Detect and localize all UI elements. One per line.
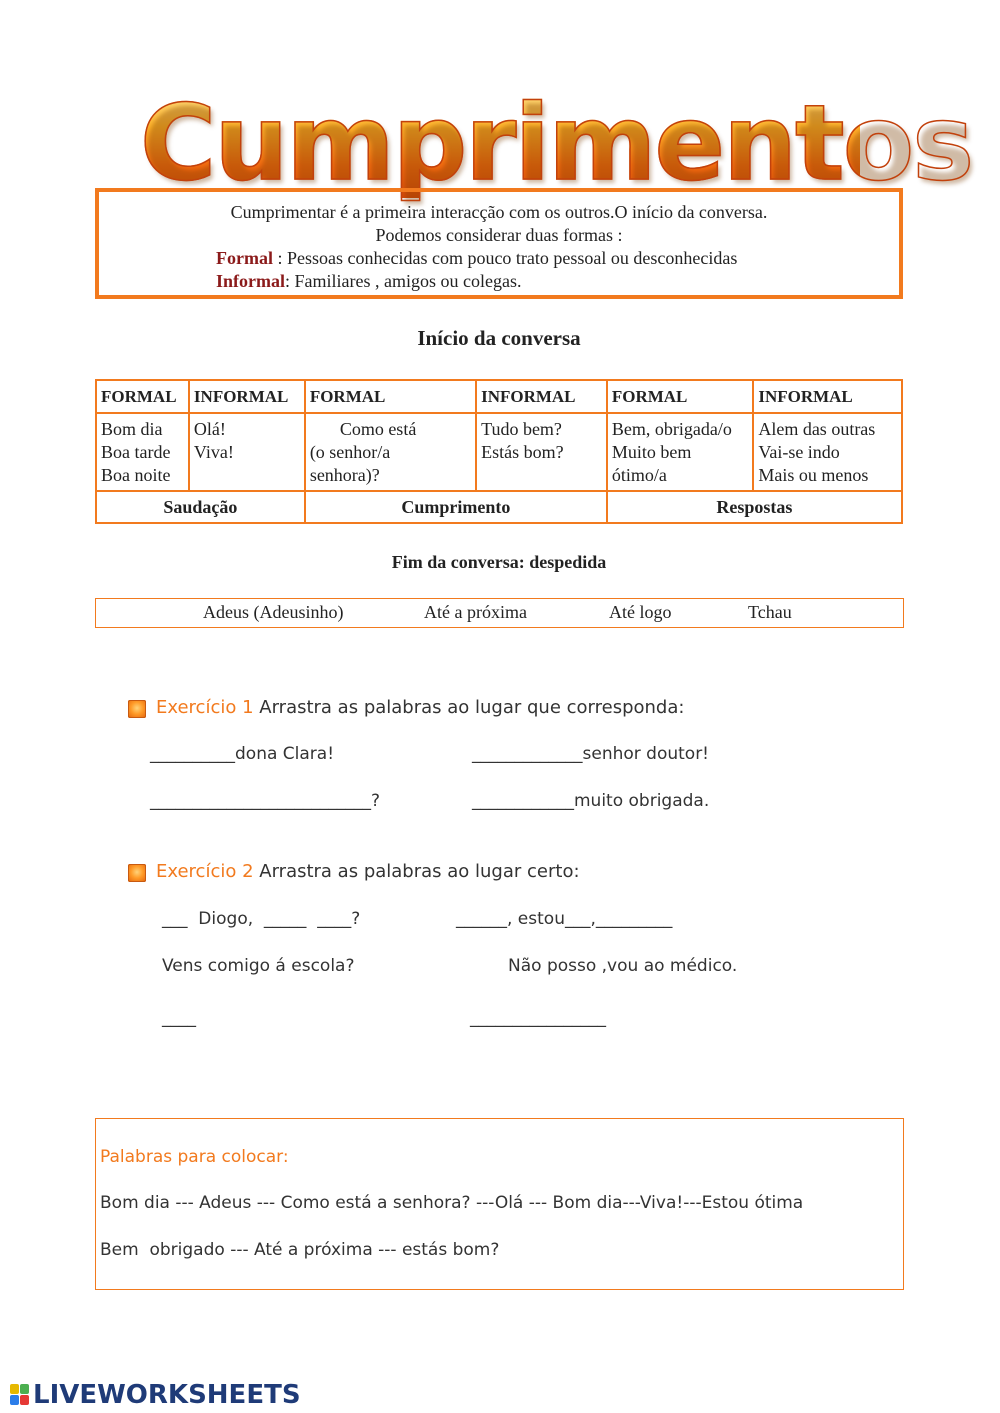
cell-line: Mais ou menos — [758, 465, 869, 485]
words-line-2[interactable]: Bem obrigado --- Até a próxima --- estás bom? — [100, 1240, 500, 1260]
table-header-row — [96, 380, 902, 413]
formal-term: Formal — [216, 248, 273, 268]
square-bullet-icon — [128, 700, 146, 718]
fim-title: Fim da conversa: despedida — [391, 552, 607, 572]
table-header: INFORMAL — [476, 380, 607, 413]
table-cell — [476, 413, 607, 491]
farewell-item: Até a próxima — [424, 602, 527, 622]
exercise1-item-4[interactable]: ____________muito obrigada. — [472, 791, 710, 811]
intro-line-2: Podemos considerar duas formas : — [375, 225, 623, 245]
farewell-item: Até logo — [609, 602, 672, 622]
formal-definition — [99, 247, 899, 270]
exercise1-heading — [156, 697, 684, 718]
cell-line: senhora)? — [309, 465, 380, 485]
exercise2-instruction: Arrastra as palabras ao lugar certo: — [253, 861, 580, 882]
informal-definition — [99, 270, 899, 293]
words-title: Palabras para colocar: — [100, 1147, 289, 1167]
footer-saudacao: Saudação — [96, 491, 305, 523]
footer-brand[interactable]: LIVEWORKSHEETS — [33, 1380, 301, 1410]
farewell-item: Tchau — [748, 602, 792, 622]
table-footer-row — [96, 491, 902, 523]
cell-line: ótimo/a — [611, 465, 667, 485]
cell-line: Como está — [339, 419, 417, 439]
table-cell — [607, 413, 753, 491]
table-row — [96, 413, 902, 491]
cell-line: Bem, obrigada/o — [611, 419, 732, 439]
words-line-1[interactable]: Bom dia --- Adeus --- Como está a senhora? ---Olá --- Bom dia---Viva!---Estou ótima — [100, 1193, 804, 1213]
informal-term: Informal — [216, 271, 285, 291]
informal-def-text: : Familiares , amigos ou colegas. — [285, 271, 522, 291]
cell-line: Boa noite — [101, 465, 171, 485]
table-header: INFORMAL — [753, 380, 902, 413]
cell-line: Alem das outras — [758, 419, 876, 439]
greetings-table — [95, 379, 903, 524]
table-header: INFORMAL — [189, 380, 305, 413]
farewell-item: Adeus (Adeusinho) — [203, 602, 344, 622]
table-cell — [96, 413, 189, 491]
exercise2-item-3: Vens comigo á escola? — [162, 956, 355, 976]
cell-line: Estás bom? — [481, 442, 564, 462]
words-box — [95, 1118, 904, 1290]
exercise2-item-2[interactable]: ______, estou___,_________ — [456, 909, 673, 929]
table-header: FORMAL — [305, 380, 476, 413]
exercise1-item-2[interactable]: _____________senhor doutor! — [472, 744, 709, 764]
exercise1-instruction: Arrastra as palabras ao lugar que corresponda: — [253, 697, 685, 718]
liveworksheets-logo-icon — [10, 1384, 30, 1406]
intro-box — [95, 188, 903, 299]
cell-line: Bom dia — [101, 419, 163, 439]
footer-respostas: Respostas — [607, 491, 902, 523]
exercise2-label: Exercício 2 — [156, 861, 254, 882]
exercise1-label: Exercício 1 — [156, 697, 254, 718]
table-cell — [189, 413, 305, 491]
table-cell — [753, 413, 902, 491]
table-cell — [305, 413, 476, 491]
exercise1-item-1[interactable]: __________dona Clara! — [150, 744, 335, 764]
exercise1-item-3[interactable]: __________________________? — [150, 791, 381, 811]
exercise2-item-6[interactable]: ________________ — [470, 1008, 606, 1028]
cell-line: Muito bem — [611, 442, 692, 462]
cell-line: Vai-se indo — [758, 442, 840, 462]
inicio-title: Início da conversa — [417, 326, 581, 350]
formal-def-text: : Pessoas conhecidas com pouco trato pessoal ou desconhecidas — [272, 248, 738, 268]
cell-line: Tudo bem? — [481, 419, 562, 439]
cell-line: Boa tarde — [101, 442, 171, 462]
cell-line: (o senhor/a — [309, 442, 391, 462]
cell-line: Olá! — [193, 419, 226, 439]
exercise2-item-4: Não posso ,vou ao médico. — [508, 956, 738, 976]
intro-line-1: Cumprimentar é a primeira interacção com os outros.O início da conversa. — [230, 202, 768, 222]
table-header: FORMAL — [96, 380, 189, 413]
exercise2-item-1[interactable]: ___ Diogo, _____ ____? — [162, 909, 361, 929]
exercise2-heading — [156, 861, 580, 882]
table-header: FORMAL — [607, 380, 753, 413]
cell-line: Viva! — [193, 442, 234, 462]
footer-cumprimento: Cumprimento — [305, 491, 607, 523]
exercise2-item-5[interactable]: ____ — [162, 1008, 196, 1028]
farewell-box — [95, 598, 904, 628]
square-bullet-icon — [128, 864, 146, 882]
page-title: Cumprimentos — [140, 82, 973, 204]
